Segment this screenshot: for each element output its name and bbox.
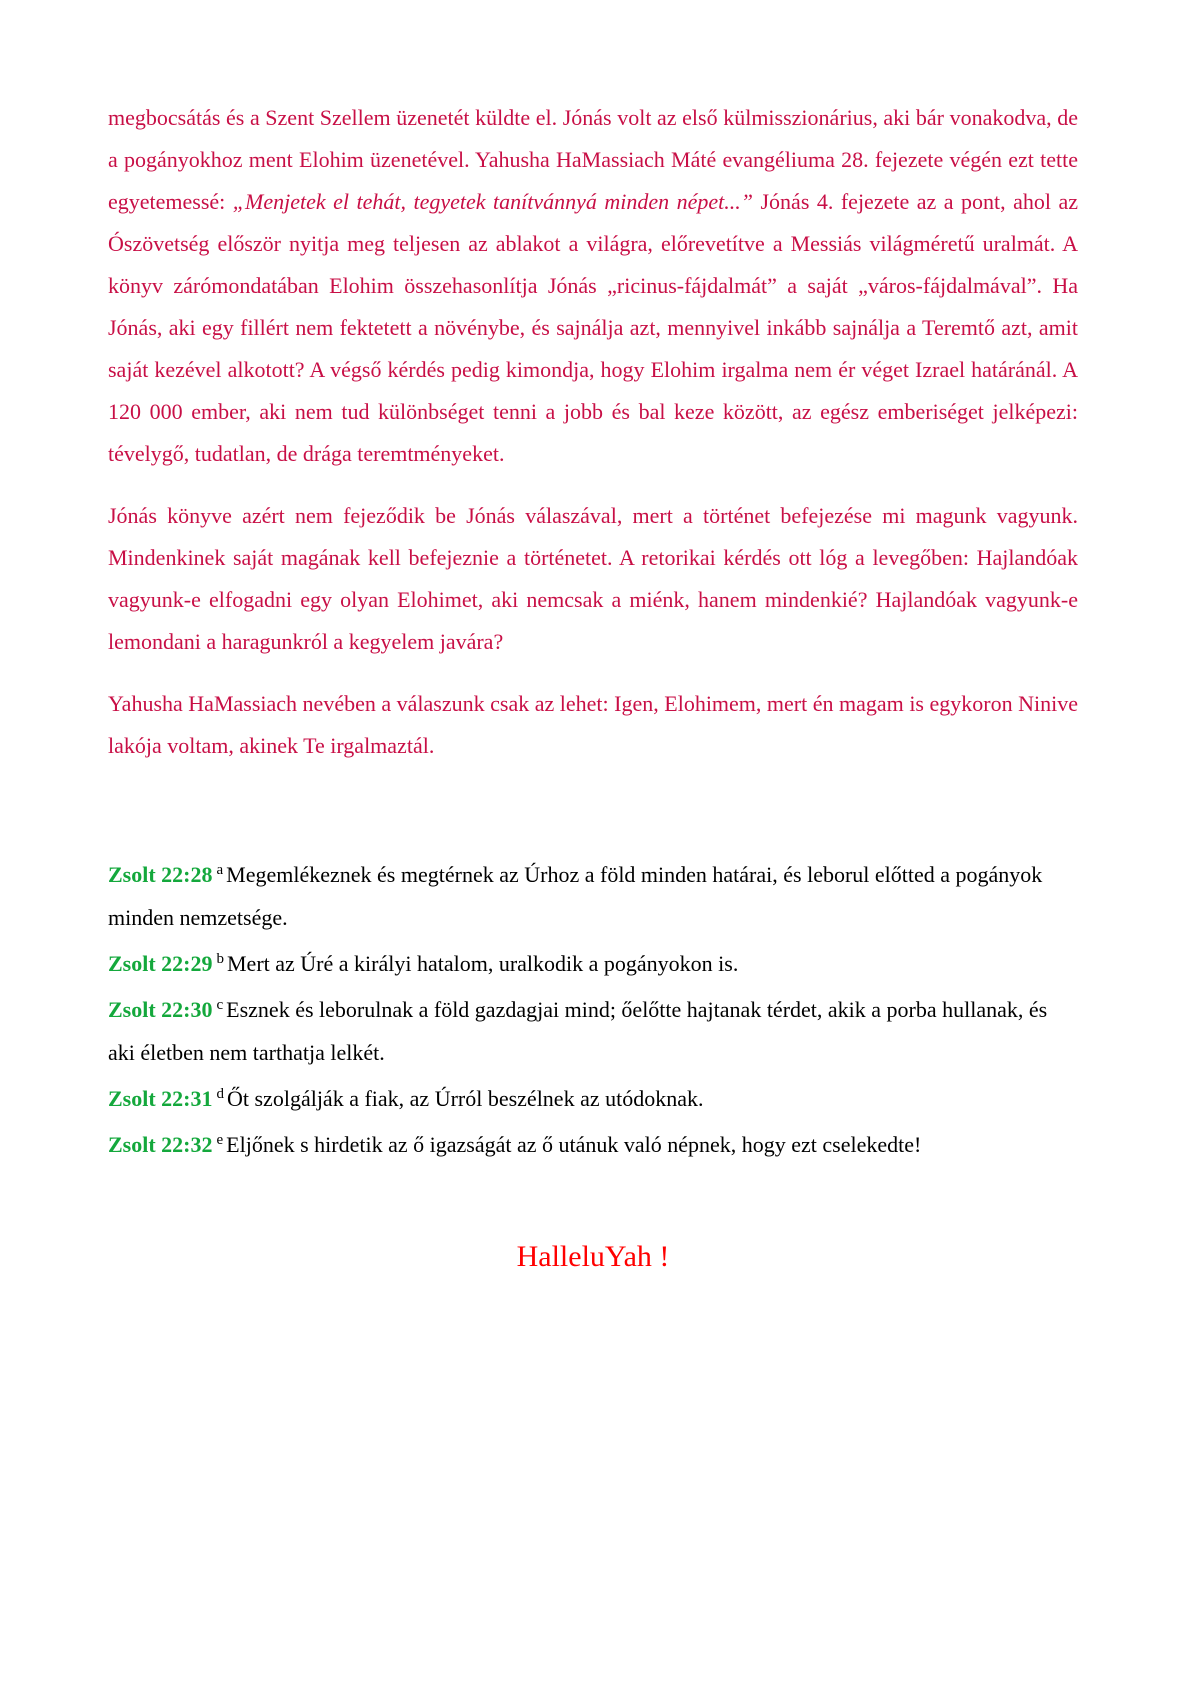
verse-text: Őt szolgálják a fiak, az Úrról beszélnek az utódoknak. [227, 1086, 704, 1111]
verse-zsolt-22-28 [108, 853, 1078, 939]
body-paragraph-3: Yahusha HaMassiach nevében a válaszunk csak az lehet: Igen, Elohimem, mert én magam is egykoron Ninive lakója voltam, akinek Te irgalmaztál. [108, 691, 1078, 758]
verse-text: Esznek és leborulnak a föld gazdagjai mind; őelőtte hajtanak térdet, akik a porba hullanak, és aki életben nem tarthatja lelkét. [108, 997, 1048, 1065]
footnote-marker: e [216, 1131, 224, 1148]
verse-zsolt-22-30 [108, 988, 1078, 1074]
paragraph-1-italic-quote: „Menjetek el tehát, tegyetek tanítvánnyá minden népet...” [232, 189, 753, 214]
footnote-marker: c [216, 996, 224, 1013]
verse-reference: Zsolt 22:29 [108, 951, 213, 976]
body-paragraph-1 [108, 97, 1078, 475]
verse-text: Eljőnek s hirdetik az ő igazságát az ő utánuk való népnek, hogy ezt cselekedte! [226, 1132, 922, 1157]
psalm-verses-section [108, 853, 1078, 1166]
verse-zsolt-22-29 [108, 942, 1078, 985]
verse-reference: Zsolt 22:28 [108, 862, 213, 887]
verse-reference: Zsolt 22:31 [108, 1086, 213, 1111]
footnote-marker: a [216, 861, 224, 878]
footnote-marker: b [216, 950, 224, 967]
verse-zsolt-22-32 [108, 1123, 1078, 1166]
paragraph-1-text-after-quote: Jónás 4. fejezete az a pont, ahol az Ószövetség először nyitja meg teljesen az ablakot a világra, előrevetítve a Messiás világméretű uralmát. A könyv zárómondatában Elohim összehasonlítja Jónás „ricinus-fájdalmát” a saját „város-fájdalmával”. Ha Jónás, aki egy fillért nem fektetett a növénybe, és sajnálja azt, mennyivel inkább sajnálja a Teremtő azt, amit saját kezével alkotott? A végső kérdés pedig kimondja, hogy Elohim irgalma nem ér véget Izrael határánál. A 120 000 ember, aki nem tud különbséget tenni a jobb és bal keze között, az egész emberiséget jelképezi: tévelygő, tudatlan, de drága teremtményeket. [108, 189, 1078, 466]
footnote-marker: d [216, 1085, 224, 1102]
halleluyah-closing: HalleluYah ! [516, 1240, 670, 1273]
verse-zsolt-22-31 [108, 1077, 1078, 1120]
verse-text: Mert az Úré a királyi hatalom, uralkodik a pogányokon is. [227, 951, 739, 976]
verse-reference: Zsolt 22:32 [108, 1132, 213, 1157]
verse-reference: Zsolt 22:30 [108, 997, 213, 1022]
paragraph-1-text-before-quote: megbocsátás és a Szent Szellem üzenetét küldte el. Jónás volt az első külmisszionárius, aki bár vonakodva, de a pogányokhoz ment Elohim üzenetével. Yahusha HaMassiach Máté evangéliuma 28. fejezete végén ezt tette egyetemessé: [108, 105, 1078, 214]
body-paragraph-2: Jónás könyve azért nem fejeződik be Jónás válaszával, mert a történet befejezése mi magunk vagyunk. Mindenkinek saját magának kell befejeznie a történetet. A retorikai kérdés ott lóg a levegőben: Hajlandóak vagyunk-e elfogadni egy olyan Elohimet, aki nemcsak a miénk, hanem mindenkié? Hajlandóak vagyunk-e lemondani a haragunkról a kegyelem javára? [108, 503, 1078, 654]
verse-text: Megemlékeznek és megtérnek az Úrhoz a föld minden határai, és leborul előtted a pogányok minden nemzetsége. [108, 862, 1043, 930]
